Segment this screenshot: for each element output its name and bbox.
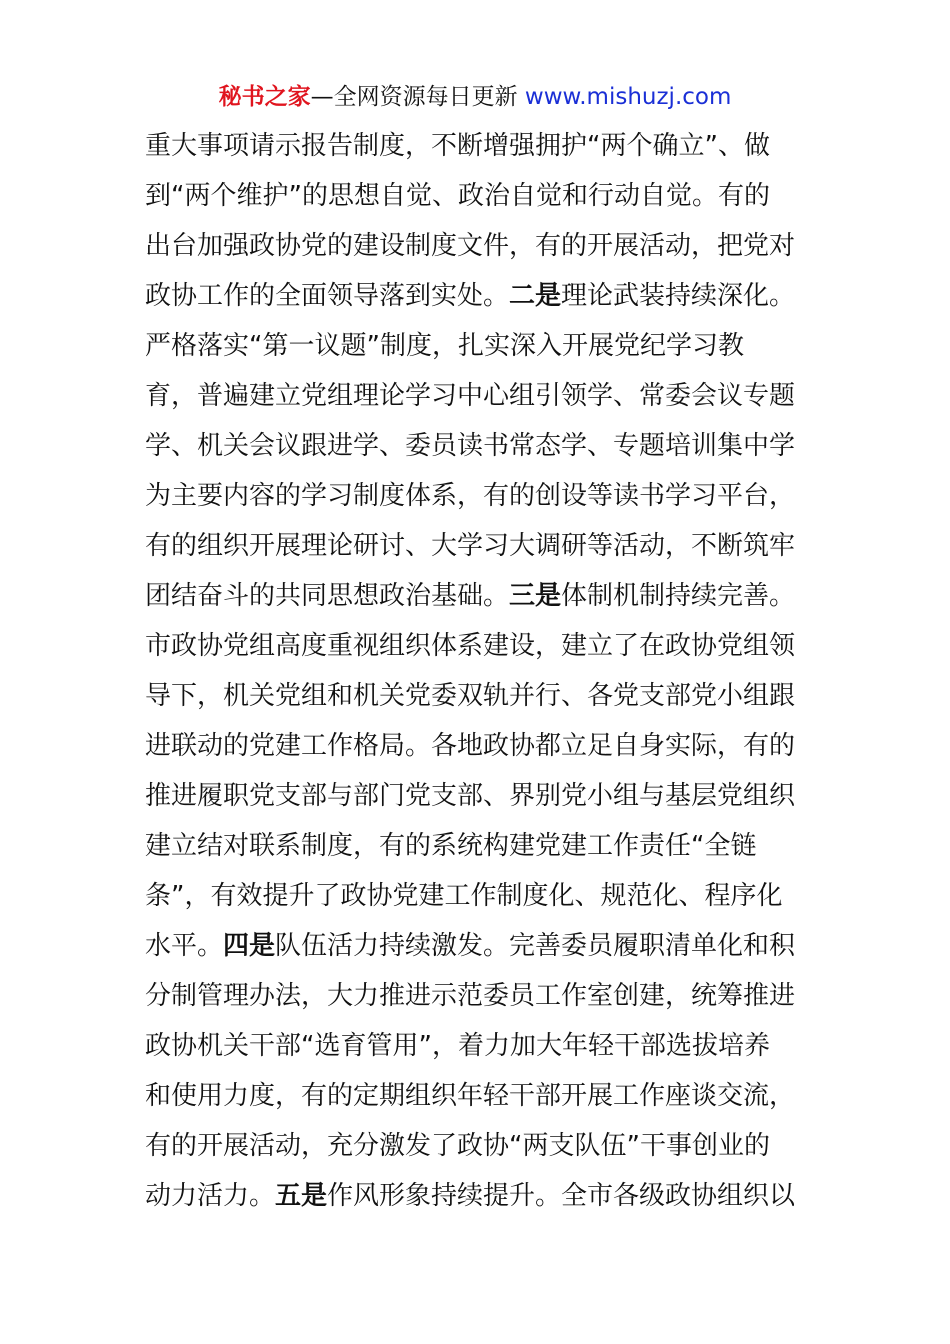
text-segment: 理论武装持续深化。 [561,281,796,311]
text-segment: 为主要内容的学习制度体系，有的创设等读书学习平台， [145,481,796,511]
text-segment: 水平。 [145,931,224,961]
text-segment: 条”，有效提升了政协党建工作制度化、规范化、程序化 [145,881,783,911]
text-segment: 重大事项请示报告制度，不断增强拥护“两个确立”、做 [145,131,770,161]
text-line [145,521,815,571]
text-line [145,721,815,771]
text-line [145,1021,815,1071]
bold-point-marker: 五是 [275,1181,328,1211]
bold-point-marker: 四是 [223,931,276,961]
text-line [145,1121,815,1171]
text-line [145,1071,815,1121]
text-line [145,1171,815,1221]
header-tagline: —全网资源每日更新 [310,84,525,110]
text-line [145,221,815,271]
brand-name: 秘书之家 [218,84,311,110]
text-segment: 进联动的党建工作格局。各地政协都立足自身实际，有的 [145,731,796,761]
text-segment: 到“两个维护”的思想自觉、政治自觉和行动自觉。有的 [145,181,770,211]
text-line [145,371,815,421]
text-segment: 体制机制持续完善。 [561,581,796,611]
text-segment: 政协机关干部“选育管用”，着力加大年轻干部选拔培养 [145,1031,770,1061]
website-url[interactable]: www.mishuzj.com [524,84,732,110]
bold-point-marker: 三是 [509,581,562,611]
text-segment: 有的开展活动，充分激发了政协“两支队伍”干事创业的 [145,1131,770,1161]
text-segment: 学、机关会议跟进学、委员读书常态学、专题培训集中学 [145,431,796,461]
text-segment: 育，普遍建立党组理论学习中心组引领学、常委会议专题 [145,381,796,411]
text-line [145,771,815,821]
bold-point-marker: 二是 [509,281,562,311]
text-segment: 队伍活力持续激发。完善委员履职清单化和积 [275,931,796,961]
document-body [145,121,815,1221]
text-line [145,871,815,921]
text-segment: 动力活力。 [145,1181,276,1211]
text-line [145,421,815,471]
text-segment: 分制管理办法，大力推进示范委员工作室创建，统筹推进 [145,981,796,1011]
text-line [145,321,815,371]
text-line [145,171,815,221]
text-segment: 推进履职党支部与部门党支部、界别党小组与基层党组织 [145,781,796,811]
text-line [145,121,815,171]
text-line [145,821,815,871]
text-line [145,471,815,521]
text-line [145,921,815,971]
text-segment: 出台加强政协党的建设制度文件，有的开展活动，把党对 [145,231,796,261]
text-segment: 政协工作的全面领导落到实处。 [145,281,510,311]
text-line [145,271,815,321]
text-line [145,971,815,1021]
text-line [145,621,815,671]
text-line [145,671,815,721]
text-segment: 团结奋斗的共同思想政治基础。 [145,581,510,611]
text-segment: 作风形象持续提升。全市各级政协组织以 [327,1181,796,1211]
text-segment: 和使用力度，有的定期组织年轻干部开展工作座谈交流， [145,1081,796,1111]
text-segment: 建立结对联系制度，有的系统构建党建工作责任“全链 [145,831,757,861]
text-segment: 导下，机关党组和机关党委双轨并行、各党支部党小组跟 [145,681,796,711]
text-segment: 有的组织开展理论研讨、大学习大调研等活动，不断筑牢 [145,531,796,561]
text-segment: 严格落实“第一议题”制度，扎实深入开展党纪学习教 [145,331,744,361]
text-line [145,571,815,621]
text-segment: 市政协党组高度重视组织体系建设，建立了在政协党组领 [145,631,796,661]
page-header [0,80,950,114]
